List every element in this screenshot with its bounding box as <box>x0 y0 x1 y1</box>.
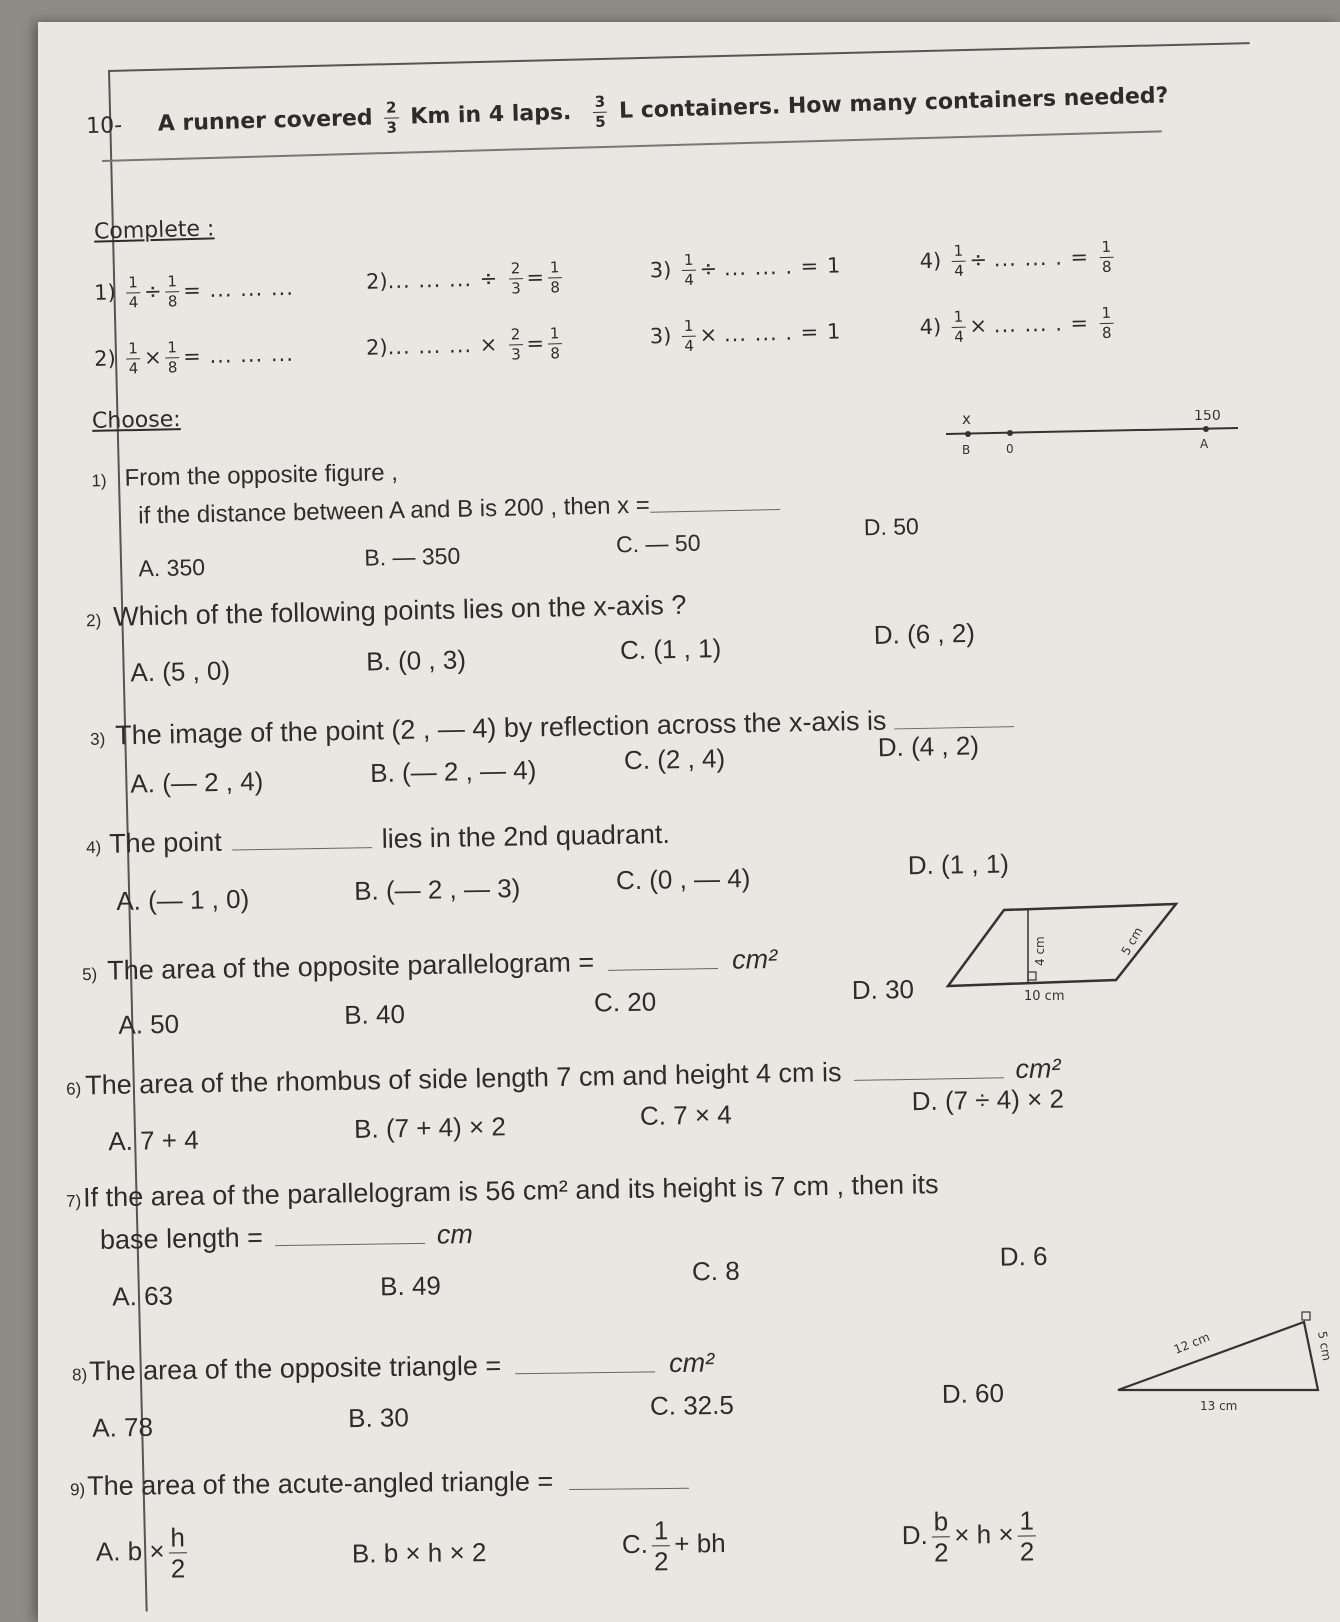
q8-option-c[interactable]: C. 32.5 <box>649 1389 735 1421</box>
q3-option-b[interactable]: B. (— 2 , — 4) <box>369 754 537 789</box>
q10-text-c: L containers. How many containers needed? <box>618 83 1169 124</box>
q9-number: 9) <box>69 1480 86 1500</box>
label-side: 5 cm <box>1118 924 1146 958</box>
complete-r2-item-1: 2) $\frac{1}{4}$ × $\frac{1}{8}$ = ... ... ... <box>93 338 295 378</box>
q4-text-b: lies in the 2nd quadrant. <box>381 818 671 854</box>
q10-number: 10- <box>85 112 123 139</box>
q10-fraction-liters: $\frac{3}{5}$ <box>594 92 606 131</box>
q1-text-line1: From the opposite figure , <box>124 459 399 492</box>
q9-answer-blank <box>569 1488 689 1490</box>
label-b: B <box>962 443 971 457</box>
q2-number: 2) <box>85 610 102 631</box>
q1-option-d[interactable]: D. 50 <box>863 513 920 541</box>
q4-option-b[interactable]: B. (— 2 , — 3) <box>353 872 521 906</box>
label-a: A <box>1200 437 1209 451</box>
q9-option-b[interactable]: B. b × h × 2 <box>351 1537 487 1569</box>
complete-r2-item-4: 4) $\frac{1}{4}$ × ... ... . = $\frac{1}{8}$ <box>919 303 1112 346</box>
q4-number: 4) <box>85 837 102 858</box>
complete-title: Complete : <box>93 216 215 245</box>
worksheet-page <box>38 22 1340 1622</box>
label-side-5: 5 cm <box>1315 1330 1334 1362</box>
q9-option-c[interactable]: C. $\frac{1}{2}$ + bh <box>621 1515 726 1577</box>
q6-text: The area of the rhombus of side length 7 cm and height 4 cm is <box>84 1057 842 1101</box>
point-a <box>1203 426 1209 432</box>
complete-r2-item-3: 3) $\frac{1}{4}$ × ... ... . = 1 <box>649 316 842 355</box>
complete-r1-item-4: 4) $\frac{1}{4}$ ÷ ... ... . = $\frac{1}{8}$ <box>919 237 1112 280</box>
q6-option-a[interactable]: A. 7 + 4 <box>108 1124 199 1157</box>
choose-q9 <box>70 1465 689 1502</box>
q7-text: If the area of the parallelogram is 56 cm² and its height is 7 cm , then its <box>82 1169 939 1213</box>
point-o <box>1007 430 1013 436</box>
q3-option-a[interactable]: A. (— 2 , 4) <box>130 766 264 799</box>
label-base: 10 cm <box>1024 989 1065 1004</box>
q6-option-c[interactable]: C. 7 × 4 <box>639 1099 732 1131</box>
triangle-shape <box>1118 1322 1318 1390</box>
label-x: x <box>962 410 971 428</box>
triangle-right-angle <box>1302 1312 1310 1320</box>
right-triangle-figure <box>1104 1298 1334 1418</box>
q9-option-d[interactable]: D. $\frac{b}{2}$ × h × $\frac{1}{2}$ <box>901 1505 1035 1568</box>
right-angle-mark <box>1028 972 1036 980</box>
q7-text2: base length = <box>99 1222 264 1255</box>
q3-number: 3) <box>89 729 106 749</box>
q2-text: Which of the following points lies on the x-axis ? <box>112 589 687 632</box>
q5-option-c[interactable]: C. 20 <box>593 986 657 1018</box>
q7-unit: cm <box>436 1219 474 1250</box>
q7-number: 7) <box>65 1191 82 1211</box>
q6-unit: cm² <box>1015 1053 1061 1085</box>
q6-option-d[interactable]: D. (7 ÷ 4) × 2 <box>911 1083 1065 1117</box>
q7-option-a[interactable]: A. 63 <box>112 1280 174 1312</box>
complete-r1-item-3: 3) $\frac{1}{4}$ ÷ ... ... . = 1 <box>649 250 842 289</box>
q4-option-a[interactable]: A. (— 1 , 0) <box>116 883 250 917</box>
q4-text-a: The point <box>108 826 222 859</box>
q10-text-b: Km in 4 laps. <box>410 100 572 130</box>
choose-title: Choose: <box>91 407 181 434</box>
q6-answer-blank <box>854 1077 1004 1081</box>
q3-option-c[interactable]: C. (2 , 4) <box>623 743 726 776</box>
q5-option-d[interactable]: D. 30 <box>851 973 915 1006</box>
q1-number: 1) <box>91 471 107 491</box>
q9-options <box>96 1501 1097 1611</box>
q6-number: 6) <box>65 1079 82 1099</box>
q8-number: 8) <box>71 1365 88 1385</box>
complete-r1-item-2: 2)... ... ... ÷ $\frac{2}{3}$ = $\frac{1}{8}$ <box>365 258 561 298</box>
q8-option-a[interactable]: A. 78 <box>92 1411 154 1443</box>
q4-answer-blank <box>232 847 372 850</box>
q8-option-b[interactable]: B. 30 <box>347 1402 410 1434</box>
q8-text: The area of the opposite triangle = <box>88 1350 502 1387</box>
q8-answer-blank <box>515 1371 655 1374</box>
q1-text-line2: if the distance between A and B is 200 , then x = <box>137 491 651 530</box>
q3-text: The image of the point (2 , — 4) by reflection across the x-axis is <box>114 705 887 751</box>
q9-text: The area of the acute-angled triangle = <box>86 1466 554 1502</box>
q9-option-a[interactable]: A. b × $\frac{h}{2}$ <box>95 1522 186 1584</box>
q7-answer-blank <box>275 1243 425 1246</box>
complete-r1-item-1: 1) $\frac{1}{4}$ ÷ $\frac{1}{8}$ = ... ... ... <box>93 272 295 312</box>
q5-number: 5) <box>81 964 98 985</box>
q8-option-d[interactable]: D. 60 <box>941 1377 1005 1409</box>
q7-option-d[interactable]: D. 6 <box>999 1240 1048 1272</box>
q6-option-b[interactable]: B. (7 + 4) × 2 <box>353 1111 507 1144</box>
label-hyp: 12 cm <box>1171 1329 1212 1357</box>
q10-fraction-distance: $\frac{2}{3}$ <box>385 98 398 137</box>
label-base-13: 13 cm <box>1200 1399 1238 1413</box>
label-150: 150 <box>1194 410 1221 424</box>
q10-text-a: A runner covered <box>157 105 373 137</box>
q5-option-b[interactable]: B. 40 <box>343 998 406 1030</box>
q2-option-b[interactable]: B. (0 , 3) <box>365 644 467 677</box>
q3-option-d[interactable]: D. (4 , 2) <box>877 730 980 763</box>
q5-option-a[interactable]: A. 50 <box>118 1008 180 1040</box>
q1-option-b[interactable]: B. — 350 <box>364 542 461 571</box>
q7-option-b[interactable]: B. 49 <box>379 1270 442 1302</box>
q7-option-c[interactable]: C. 8 <box>691 1255 740 1287</box>
q2-option-d[interactable]: D. (6 , 2) <box>873 617 976 650</box>
label-height: 4 cm <box>1033 936 1047 966</box>
q1-option-c[interactable]: C. — 50 <box>615 529 701 558</box>
q2-option-a[interactable]: A. (5 , 0) <box>130 655 231 688</box>
q5-unit: cm² <box>731 943 778 975</box>
q4-option-d[interactable]: D. (1 , 1) <box>907 848 1010 881</box>
q8-unit: cm² <box>668 1347 715 1379</box>
label-o: 0 <box>1006 442 1014 456</box>
q1-option-a[interactable]: A. 350 <box>138 554 206 582</box>
complete-r2-item-2: 2)... ... ... × $\frac{2}{3}$ = $\frac{1}{8}$ <box>365 324 561 364</box>
q2-option-c[interactable]: C. (1 , 1) <box>619 633 722 666</box>
q4-option-c[interactable]: C. (0 , — 4) <box>615 862 751 896</box>
q5-text: The area of the opposite parallelogram = <box>106 947 595 986</box>
